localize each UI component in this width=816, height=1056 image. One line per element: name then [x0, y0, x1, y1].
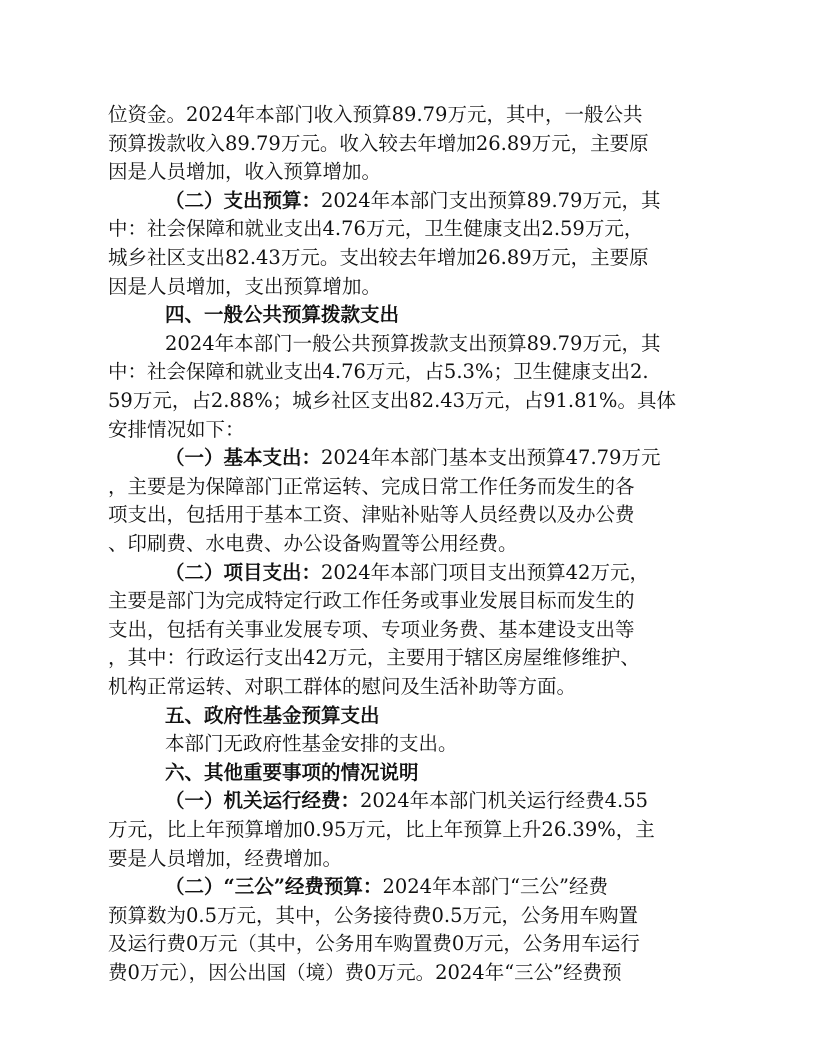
paragraph-text: 机构正常运转、对职工群体的慰问及生活补助等方面。	[108, 675, 577, 698]
heading-text: 五、政府性基金预算支出	[165, 703, 380, 727]
section-heading	[165, 759, 765, 787]
paragraph-line	[108, 845, 708, 873]
paragraph-line	[108, 501, 708, 529]
paragraph-text: 因是人员增加，支出预算增加。	[108, 274, 382, 298]
heading-text: 六、其他重要事项的情况说明	[165, 760, 419, 784]
paragraph-text: 2024年本部门机关运行经费4.55	[360, 789, 649, 813]
paragraph-text: 因是人员增加，收入预算增加。	[108, 160, 382, 184]
paragraph-text: 及运行费0万元（其中，公务用车购置费0万元，公务用车运行	[108, 932, 640, 956]
paragraph-text: 城乡社区支出82.43万元。支出较去年增加26.89万元，主要原	[108, 246, 649, 269]
paragraph-text: 59万元，占2.88%；城乡社区支出82.43万元，占91.81%。具体	[108, 389, 676, 412]
paragraph-line	[108, 244, 708, 272]
paragraph-text: 主要是部门为完成特定行政工作任务或事业发展目标而发生的	[108, 589, 635, 613]
paragraph-line	[108, 358, 708, 386]
paragraph-text: 安排情况如下：	[108, 417, 245, 441]
paragraph-lead-line	[165, 444, 765, 472]
paragraph-text: 预算数为0.5万元，其中，公务接待费0.5万元，公务用车购置	[108, 903, 639, 927]
subsection-label: （一）基本支出：	[165, 446, 322, 470]
paragraph-text: 2024年本部门“三公”经费	[382, 875, 609, 899]
subsection-label: （一）机关运行经费：	[165, 789, 361, 813]
paragraph-line	[108, 215, 708, 243]
paragraph-line	[108, 930, 708, 958]
paragraph-text: 要是人员增加，经费增加。	[108, 846, 343, 870]
paragraph-lead-line	[165, 559, 765, 587]
paragraph-line	[108, 387, 708, 415]
paragraph-line	[108, 587, 708, 615]
paragraph-line	[108, 959, 708, 987]
paragraph-text: 费0万元），因公出国（境）费0万元。2024年“三公”经费预	[108, 961, 622, 984]
paragraph-line	[108, 616, 708, 644]
subsection-label: （二）支出预算：	[165, 188, 322, 212]
heading-text: 四、一般公共预算拨款支出	[165, 303, 400, 327]
paragraph-line	[108, 530, 708, 558]
paragraph-text: ，主要是为保障部门正常运转、完成日常工作任务而发生的各	[108, 474, 635, 498]
paragraph-lead-line	[165, 873, 765, 901]
paragraph-lead-line	[165, 787, 765, 815]
subsection-label: （二）“三公”经费预算：	[165, 875, 383, 899]
paragraph-line	[108, 416, 708, 444]
paragraph-text: 2024年本部门一般公共预算拨款支出预算89.79万元，其	[165, 331, 661, 355]
paragraph-text: 2024年本部门基本支出预算47.79万元	[321, 446, 661, 470]
section-heading	[165, 702, 765, 730]
paragraph-text: 2024年本部门支出预算89.79万元，其	[321, 188, 661, 212]
paragraph-line	[108, 473, 708, 501]
paragraph-text: 预算拨款收入89.79万元。收入较去年增加26.89万元，主要原	[108, 131, 649, 155]
paragraph-line	[165, 330, 765, 358]
paragraph-lead-line	[165, 187, 765, 215]
paragraph-text: 万元，比上年预算增加0.95万元，比上年预算上升26.39%，主	[108, 818, 655, 841]
paragraph-text: 中：社会保障和就业支出4.76万元，占5.3%；卫生健康支出2.	[108, 360, 649, 384]
paragraph-text: 本部门无政府性基金安排的支出。	[165, 732, 458, 756]
paragraph-text: 项支出，包括用于基本工资、津贴补贴等人员经费以及办公费	[108, 503, 635, 527]
paragraph-text: 支出，包括有关事业发展专项、专项业务费、基本建设支出等	[108, 617, 635, 641]
subsection-label: （二）项目支出：	[165, 560, 322, 584]
paragraph-text: 2024年本部门项目支出预算42万元，	[321, 560, 649, 584]
paragraph-line	[108, 273, 708, 301]
paragraph-line	[108, 644, 708, 672]
paragraph-text: 、印刷费、水电费、办公设备购置等公用经费。	[108, 532, 518, 555]
paragraph-line	[108, 902, 708, 930]
paragraph-text: 位资金。2024年本部门收入预算89.79万元，其中，一般公共	[108, 103, 643, 126]
paragraph-line	[108, 816, 708, 844]
paragraph-line	[108, 101, 708, 129]
paragraph-line	[108, 673, 708, 701]
section-heading	[165, 301, 765, 329]
paragraph-line	[108, 158, 708, 186]
paragraph-line	[165, 730, 765, 758]
paragraph-line	[108, 130, 708, 158]
paragraph-text: ，其中：行政运行支出42万元，主要用于辖区房屋维修维护、	[108, 646, 640, 670]
paragraph-text: 中：社会保障和就业支出4.76万元，卫生健康支出2.59万元，	[108, 217, 644, 241]
